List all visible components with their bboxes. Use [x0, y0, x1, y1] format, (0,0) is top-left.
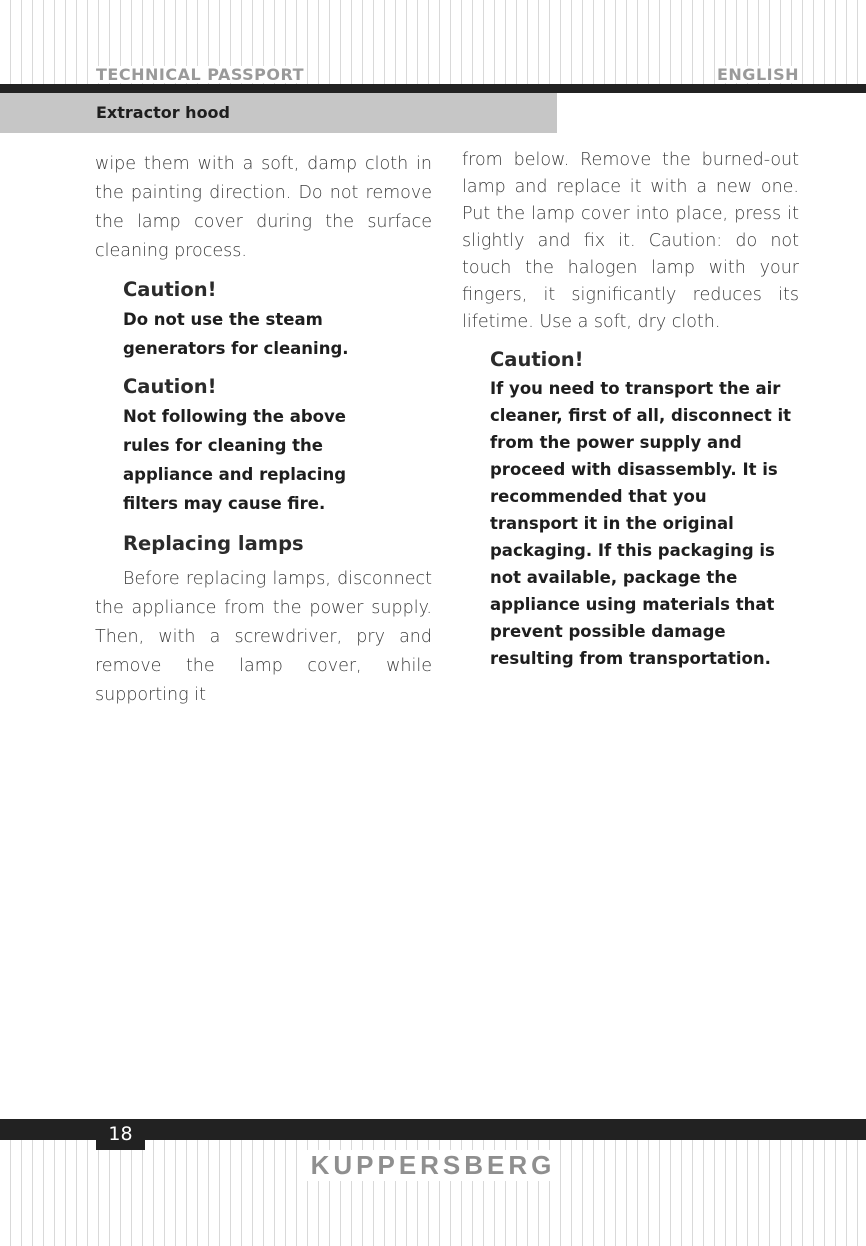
caution-title: Caution!	[123, 375, 217, 398]
replacing-lamps-paragraph: Before replacing lamps, disconnect the appliance from the power supply. Then, with a screwdriver, pry and remove the lamp cover, while supporting it	[95, 569, 432, 705]
brand-logo	[0, 1150, 866, 1181]
section-title: Extractor hood	[96, 103, 230, 122]
document-type-label: TECHNICAL PASSPORT	[96, 65, 305, 84]
caution-text: Do not use the steam generators for cleaning.	[123, 310, 349, 358]
caution-title: Caution!	[123, 278, 217, 301]
caution-text: If you need to transport the air cleaner, first of all, disconnect it from the power supply and proceed with disassembly. It is recommended that you transport it in the original packaging. If this packaging is not available, package the appliance using materials that prevent possible damage resulting from transportation.	[490, 379, 792, 668]
caution-steam	[123, 278, 432, 363]
caution-text: Not following the above rules for cleaning the appliance and replacing filters may cause fire.	[123, 407, 347, 513]
header-divider-bar	[0, 84, 866, 93]
intro-paragraph: wipe them with a soft, damp cloth in the painting direction. Do not remove the lamp cover during the surface cleaning process.	[95, 154, 432, 261]
brand-name: KUPPERSBERG	[307, 1150, 560, 1181]
lamp-replacement-paragraph: from below. Remove the burned-out lamp and replace it with a new one. Put the lamp cover into place, press it slightly and fix it. Caution: do not touch the halogen lamp with your fingers, it significantly reduces its lifetime. Use a soft, dry cloth.	[462, 150, 799, 332]
left-column	[95, 150, 432, 710]
section-band	[0, 93, 557, 133]
replacing-lamps-heading: Replacing lamps	[123, 532, 304, 555]
language-label: ENGLISH	[716, 65, 799, 84]
right-column	[462, 147, 799, 672]
page-number: 18	[96, 1119, 145, 1150]
caution-title: Caution!	[490, 348, 584, 371]
caution-fire	[123, 375, 432, 518]
caution-transport	[490, 348, 799, 672]
